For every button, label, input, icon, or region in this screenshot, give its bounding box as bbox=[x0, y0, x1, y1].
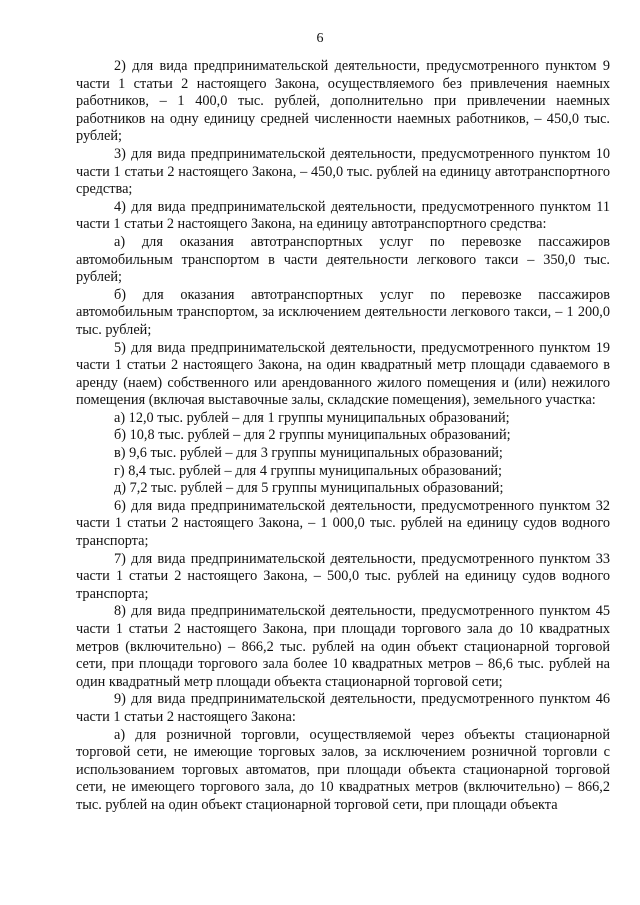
paragraph-item-2: 2) для вида предпринимательской деятельности, предусмотренного пунктом 9 части 1 статьи 2 настоящего Закона, осуществляемого без привлечения наемных работников, – 1 400,0 тыс. рублей, дополнительно при привлечении наемных работников на одну единицу средней численности наемных работников, – 450,0 тыс. рублей; bbox=[76, 58, 610, 145]
paragraph-item-8: 8) для вида предпринимательской деятельности, предусмотренного пунктом 45 части 1 статьи 2 настоящего Закона, при площади торгового зала до 10 квадратных метров (включительно) – 866,2 тыс. рублей на один объект стационарной торговой сети, при площади торгового зала более 10 квадратных метров – 86,6 тыс. рублей на один квадратный метр площади объекта стационарной торговой сети; bbox=[76, 603, 610, 690]
paragraph-item-5c: в) 9,6 тыс. рублей – для 3 группы муниципальных образований; bbox=[114, 445, 503, 462]
paragraph-item-5: 5) для вида предпринимательской деятельности, предусмотренного пунктом 19 части 1 статьи 2 настоящего Закона, на один квадратный метр площади сдаваемого в аренду (наем) собственного или арендованного жилого помещения и (или) нежилого помещения (включая выставочные залы, складские помещения), земельного участка: bbox=[76, 339, 610, 409]
paragraph-item-5d: г) 8,4 тыс. рублей – для 4 группы муниципальных образований; bbox=[114, 462, 503, 479]
paragraph-item-5e: д) 7,2 тыс. рублей – для 5 группы муниципальных образований; bbox=[114, 480, 504, 497]
paragraph-item-5a: а) 12,0 тыс. рублей – для 1 группы муниципальных образований; bbox=[114, 409, 510, 426]
page-number: 6 bbox=[316, 31, 324, 46]
paragraph-item-7: 7) для вида предпринимательской деятельности, предусмотренного пунктом 33 части 1 статьи 2 настоящего Закона, – 500,0 тыс. рублей на единицу судов водного транспорта; bbox=[76, 550, 610, 602]
paragraph-item-9a: а) для розничной торговли, осуществляемой через объекты стационарной торговой сети, не имеющие торговых залов, за исключением розничной торговли с использованием торговых автоматов, при площади объекта стационарной торговой сети, не имеющего торгового зала, до 10 квадратных метров (включительно) – 866,2 тыс. рублей на один объект стационарной торговой сети, при площади объекта bbox=[76, 726, 610, 813]
document-body bbox=[76, 58, 610, 815]
paragraph-item-9: 9) для вида предпринимательской деятельности, предусмотренного пунктом 46 части 1 статьи 2 настоящего Закона: bbox=[76, 691, 610, 725]
paragraph-item-4a: а) для оказания автотранспортных услуг по перевозке пассажиров автомобильным транспортом в части деятельности легкового такси – 350,0 тыс. рублей; bbox=[76, 233, 610, 286]
paragraph-item-5b: б) 10,8 тыс. рублей – для 2 группы муниципальных образований; bbox=[114, 427, 511, 444]
paragraph-item-4b: б) для оказания автотранспортных услуг по перевозке пассажиров автомобильным транспортом, за исключением деятельности легкового такси, – 1 200,0 тыс. рублей; bbox=[76, 286, 610, 338]
paragraph-item-6: 6) для вида предпринимательской деятельности, предусмотренного пунктом 32 части 1 статьи 2 настоящего Закона, – 1 000,0 тыс. рублей на единицу судов водного транспорта; bbox=[76, 497, 610, 550]
paragraph-item-3: 3) для вида предпринимательской деятельности, предусмотренного пунктом 10 части 1 статьи 2 настоящего Закона, – 450,0 тыс. рублей на единицу автотранспортного средства; bbox=[76, 145, 610, 198]
paragraph-item-4: 4) для вида предпринимательской деятельности, предусмотренного пунктом 11 части 1 статьи 2 настоящего Закона, на единицу автотранспортного средства: bbox=[76, 198, 610, 233]
